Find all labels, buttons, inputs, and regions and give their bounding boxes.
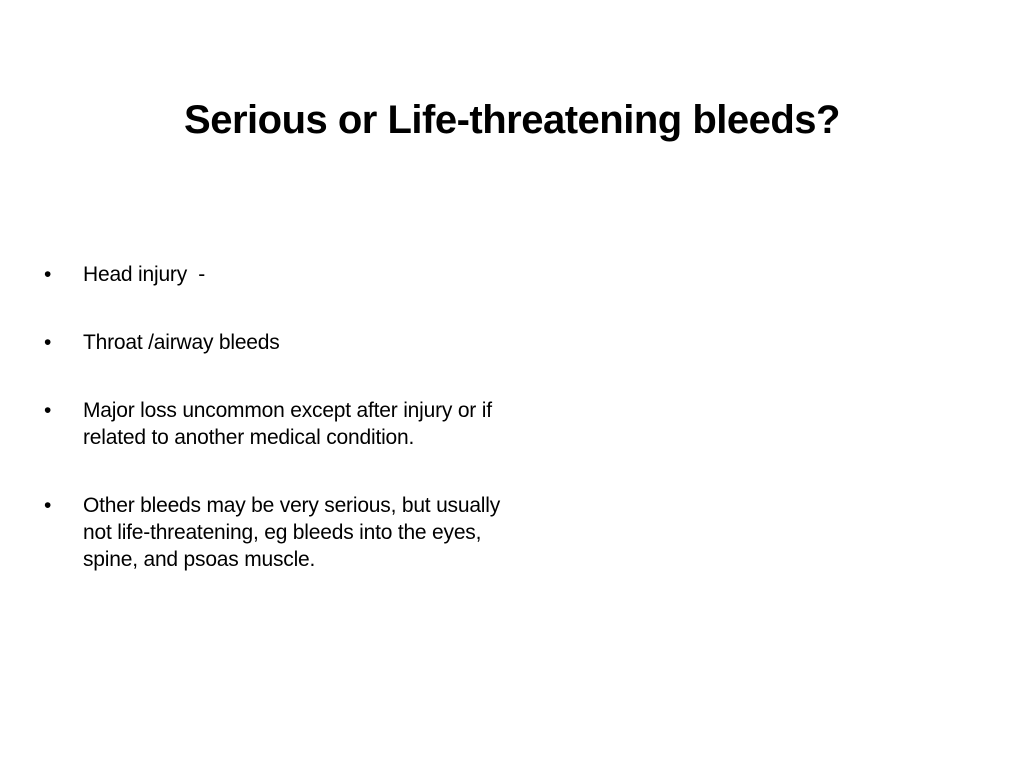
bullet-item-throat-airway [44, 329, 504, 356]
bullet-item-major-loss [44, 397, 504, 451]
bullet-item-other-bleeds [44, 492, 504, 573]
bullet-dot-icon: • [44, 331, 52, 354]
bullet-item-head-injury [44, 261, 504, 288]
bullet-text: Other bleeds may be very serious, but usually not life-threatening, eg bleeds into the eyes, spine, and psoas muscle. [83, 494, 501, 571]
bullet-list [44, 261, 504, 614]
bullet-dot-icon: • [44, 399, 52, 422]
bullet-text: Head injury - [83, 263, 206, 286]
slide-title: Serious or Life-threatening bleeds? [184, 98, 840, 142]
bullet-text: Throat /airway bleeds [83, 331, 280, 354]
bullet-text: Major loss uncommon except after injury or if related to another medical condition. [83, 399, 492, 449]
bullet-dot-icon: • [44, 494, 52, 517]
bullet-dot-icon: • [44, 263, 52, 286]
